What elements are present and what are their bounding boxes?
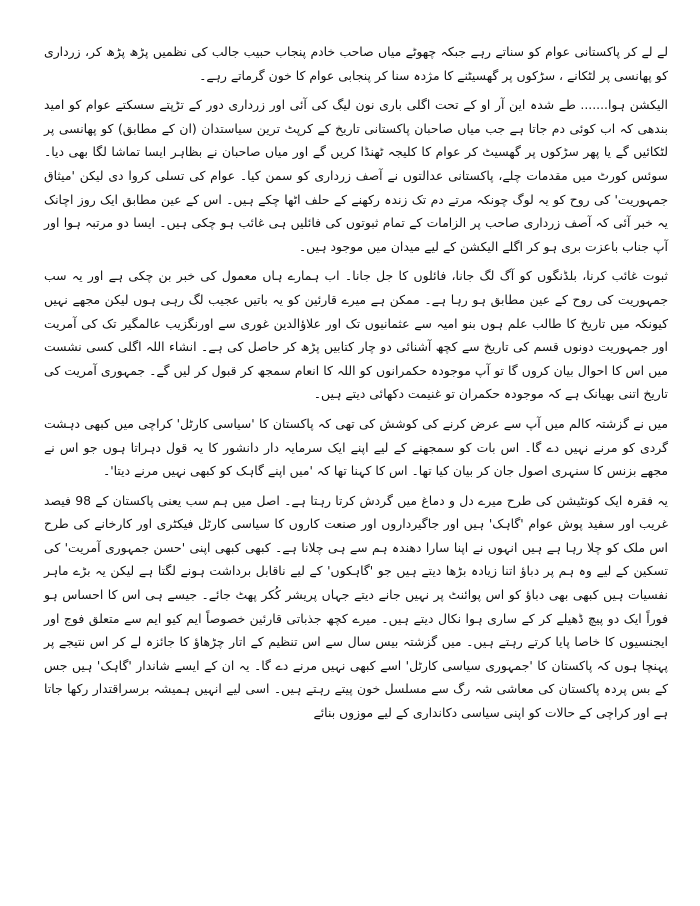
paragraph-5: یہ فقرہ ایک کونٹیشن کی طرح میرے دل و دماغ میں گردش کرتا رہتا ہے۔ اصل میں ہم سب یعنی پاکستان کے 98 فیصد غریب اور سفید پوش عوام 'گاہک' ہیں اور جاگیرداروں اور صنعت کاروں کا سیاسی کارٹل فیکٹری اور کارخانے کی طرح اس ملک کو چلا رہا ہے ہیں انہوں نے اپنا سارا دھندہ ہم سے ہی چلانا ہے۔ کبھی کبھی اپنی 'حسن جمہوری آمریت' کی تسکین کے لیے وہ ہم پر دباؤ اتنا زیادہ بڑھا دیتے ہیں جو 'گاہکوں' کے لیے ناقابل برداشت ہونے لگتا ہے لیکن یہ بڑے ماہر نفسیات ہیں کبھی بھی دباؤ کو اس پوائنٹ پر نہیں جانے دیتے جہاں پریشر کُکر پھٹ جائے۔ جیسے ہی اس کا احساس ہو فوراً ایک دو پیچ ڈھیلے کر کے ساری ہوا نکال دیتے ہیں۔ میرے کچھ جذباتی قارئین خصوصاً ایم کیو ایم سے متعلق فوج اور ایجنسیوں کا خاصا پایا کرتے رہتے ہیں۔ میں گزشتہ بیس سال سے اس تنظیم کے اتار چڑھاؤ کا جائزہ لے کر اس نتیجے پر پہنچا ہوں کہ پاکستان کا 'جمہوری سیاسی کارٹل' اسے کبھی نہیں مرنے دے گا۔ یہ ان کے ایسے شاندار 'گاہک' ہیں جس کے بس پردہ پاکستان کی معاشی شہ رگ سے مسلسل خون پیتے رہتے ہیں۔ اسی لیے انہیں ہمیشہ برسراقتدار رکھا جاتا ہے اور کراچی کے حالات کو اپنی سیاسی دکانداری کے لیے موزوں بنائے bbox=[44, 492, 668, 721]
paragraph-2: الیکشن ہوا....... طے شدہ این آر او کے تحت اگلی باری نون لیگ کی آئی اور زرداری دور کے تڑپتے سسکتے عوام کو امید بندھی کہ اب کوئی دم جاتا ہے جب میاں صاحبان پاکستانی تاریخ کے کرپٹ ترین سیاستدان (ان کے مطابق) کو پھانسی پر لٹکائیں گے یا پھر سڑکوں پر گھسیٹ کر عوام کا کلیجہ ٹھنڈا کریں گے اور میاں صاحبان نے بظاہر ایسا تماشا لگا بھی دیا۔ سوئس کورٹ میں مقدمات چلے، پاکستانی عدالتوں نے آصف زرداری کو سمن کیا۔ عوام کی تسلی کروا دی لیکن 'میثاق جمہوریت' کی روح کو یہ لوگ چونکہ مرتے دم تک زندہ رکھنے کے حلف اٹھا چکے ہیں۔ اس کے عین مطابق ایک روز اچانک یہ خبر آئی کہ آصف زرداری صاحب پر الزامات کے تمام ثبوتوں کی فائلیں ہی غائب ہو چکی ہیں۔ ایسا دو مرتبہ ہوا اور آپ جناب باعزت بری ہو کر اگلے الیکشن کے لیے میدان میں موجود ہیں۔ bbox=[44, 97, 668, 254]
article-body bbox=[44, 40, 668, 725]
paragraph-1: لے لے کر پاکستانی عوام کو سناتے رہے جبکہ چھوٹے میاں صاحب خادم پنجاب حبیب جالب کی نظمیں پڑھ پڑھ کر، زرداری کو پھانسی پر لٹکانے ، سڑکوں پر گھسیٹنے کا مژدہ سنا کر پنجابی عوام کا خون گرماتے رہے۔ bbox=[44, 44, 668, 83]
paragraph-4: میں نے گزشتہ کالم میں آپ سے عرض کرنے کی کوشش کی تھی کہ پاکستان کا 'سیاسی کارٹل' کراچی میں کبھی دہشت گردی کو مرنے نہیں دے گا۔ اس بات کو سمجھنے کے لیے اپنے ایک سرمایہ دار دانشور کا یہ قول دہراتا ہوں جو اس نے مجھے بزنس کا سنہری اصول جان کر بیان کیا تھا۔ اس کا کہنا تھا کہ 'میں اپنے گاہک کو کبھی نہیں مرنے دیتا'۔ bbox=[44, 415, 668, 479]
paragraph-3: ثبوت غائب کرنا، بلڈنگوں کو آگ لگ جانا، فائلوں کا جل جانا۔ اب ہمارے ہاں معمول کی خبر بن چکی ہے اور یہ سب جمہوریت کی روح کے عین مطابق ہو رہا ہے۔ ممکن ہے میرے قارئین کو یہ باتیں عجیب لگ رہی ہوں لیکن مجھے نہیں کیونکہ میں تاریخ کا طالب علم ہوں بنو امیہ سے عثمانیوں تک اور علاؤالدین غوری سے اورنگزیب عالمگیر تک کی آمریت اور جمہوریت دونوں قسم کی تاریخ سے کچھ آشنائی دو چار کتابیں پڑھ کر حاصل کی ہے۔ انشاء اللہ اگلی کسی نشست میں اس کا احوال بیان کروں گا تو آپ موجودہ حکمرانوں کو اللہ کا انعام سمجھ کر قبول کر لیں گے۔ جمہوری آمریت کی تاریخ اتنی بھیانک ہے کہ موجودہ حکمران تو غنیمت دکھائی دیتے ہیں۔ bbox=[44, 268, 668, 402]
